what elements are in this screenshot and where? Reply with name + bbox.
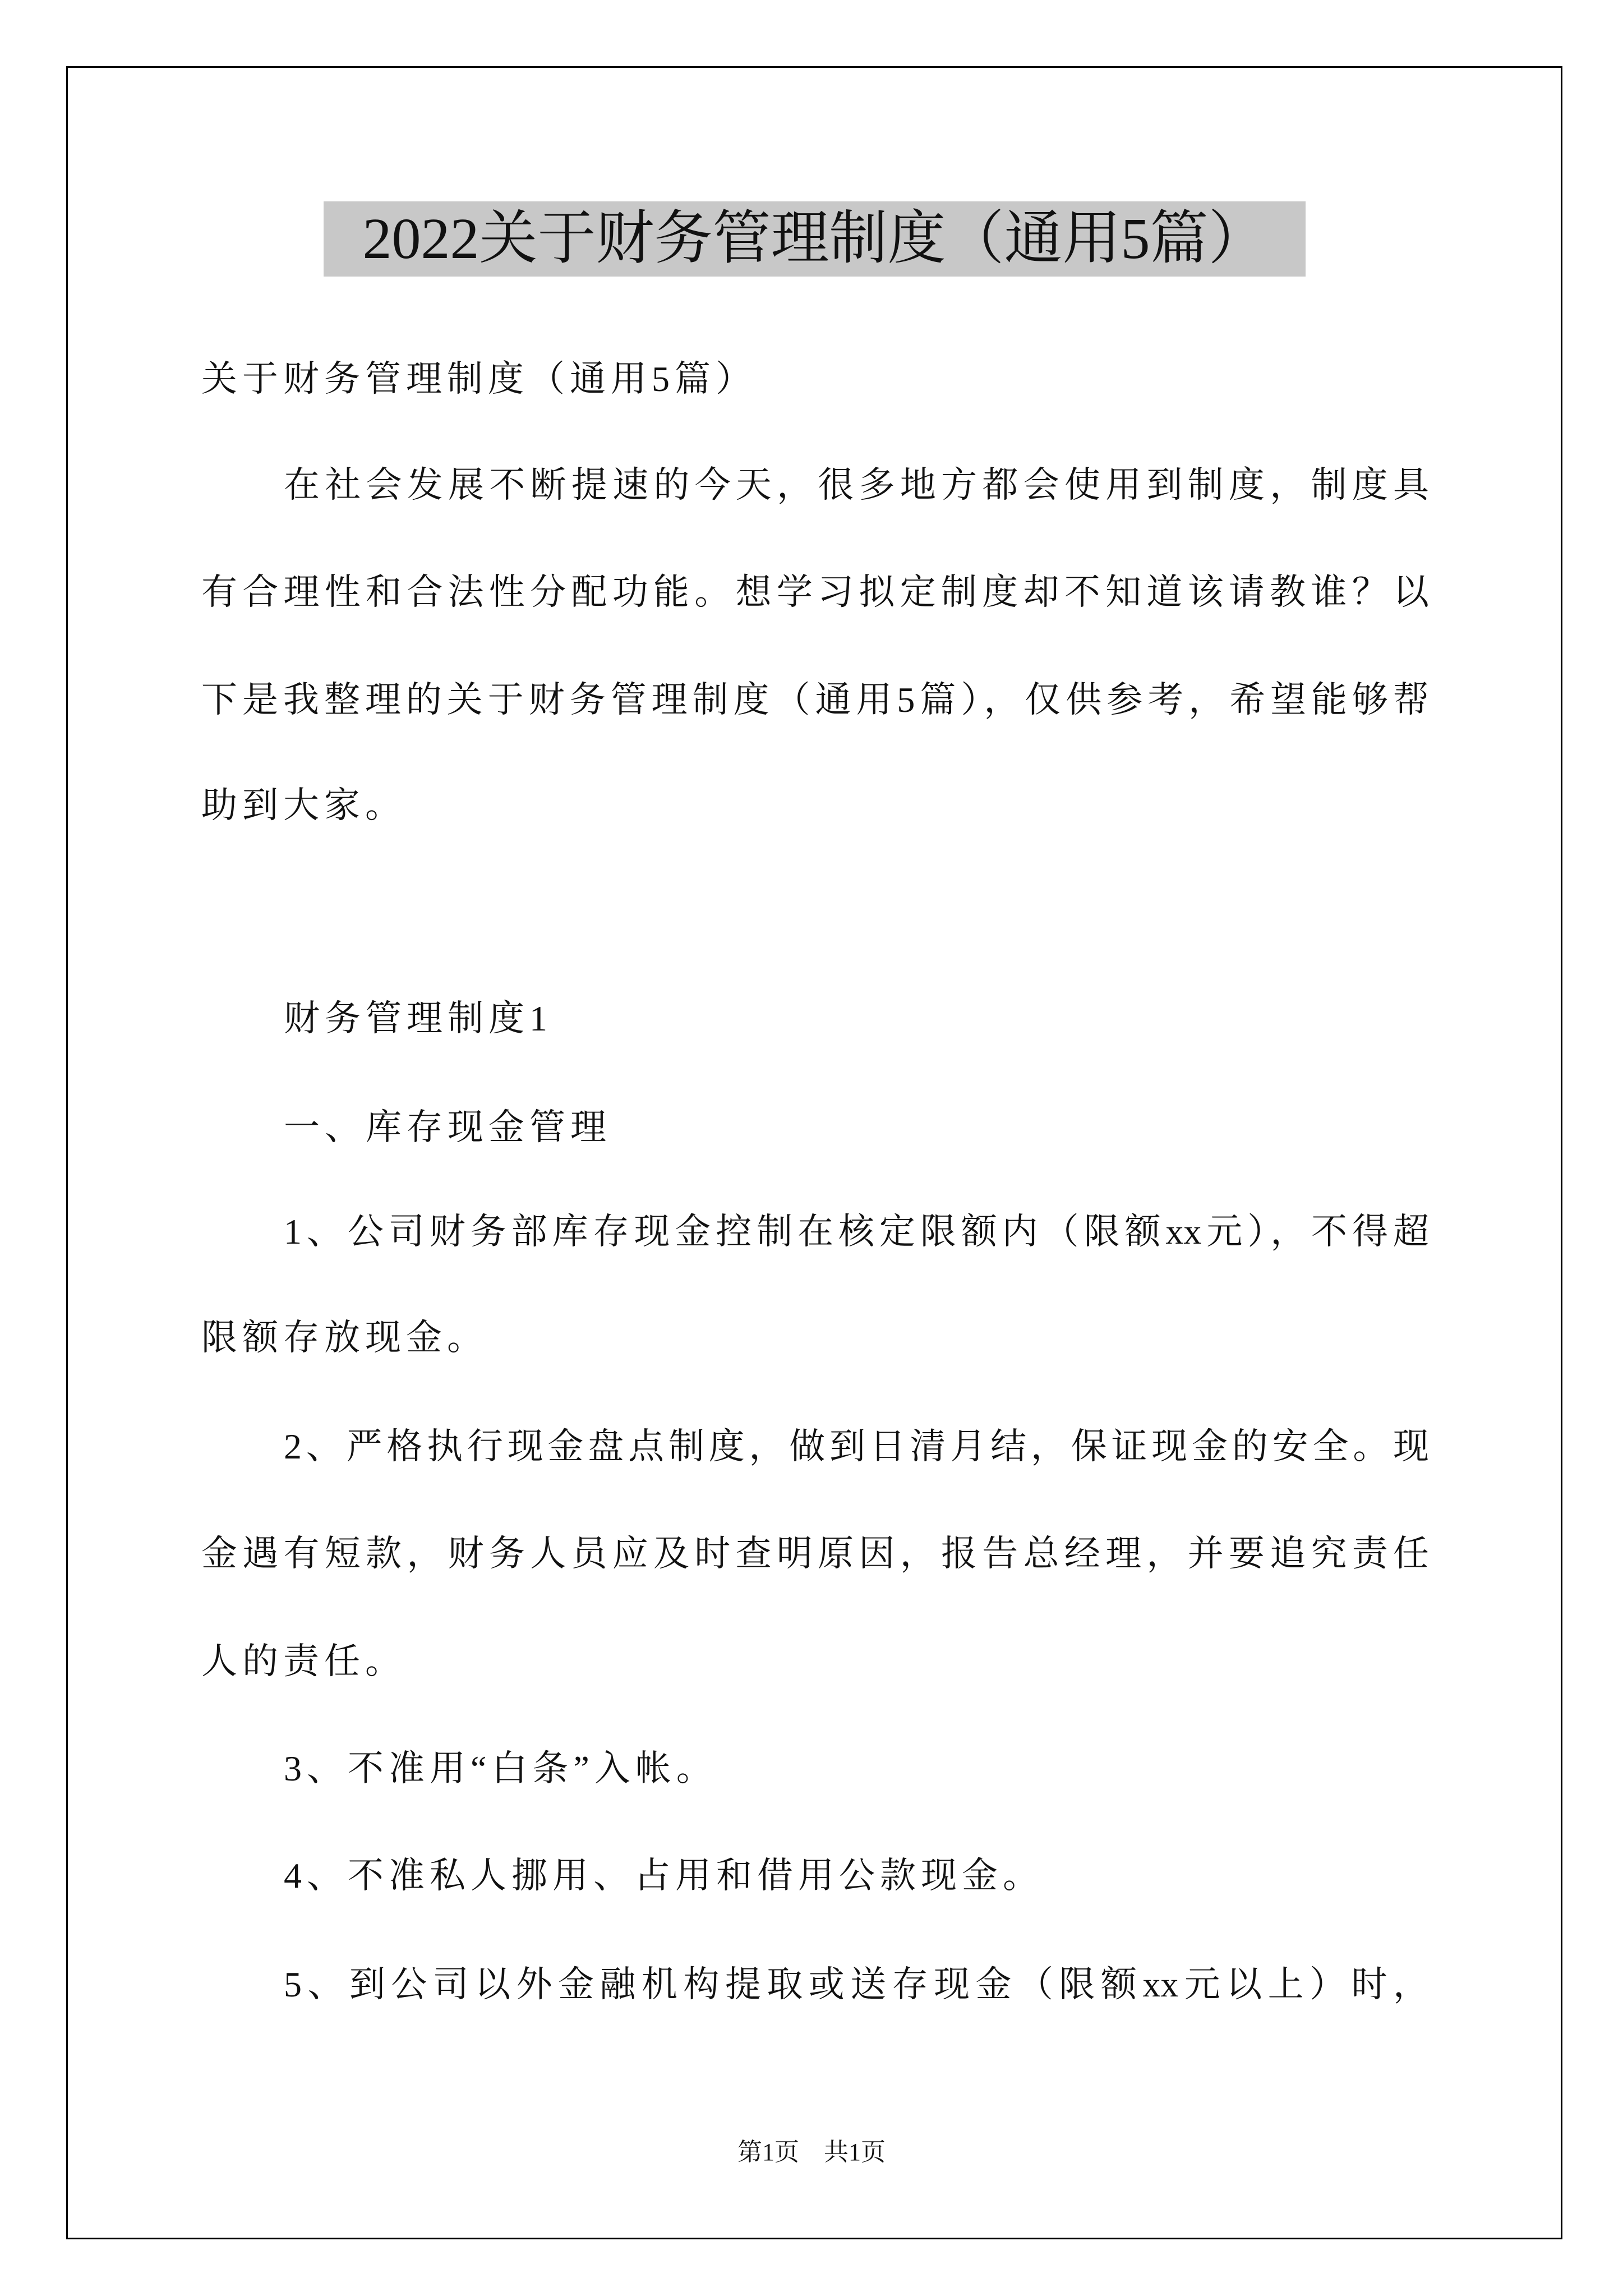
subsection-heading: 一、库存现金管理 [284,1107,611,1147]
intro-paragraph-line: 助到大家。 [201,785,406,825]
intro-paragraph-line: 在社会发展不断提速的今天，很多地方都会使用到制度，制度具 [284,465,1429,505]
subtitle-line: 关于财务管理制度（通用5篇） [201,359,757,399]
document-title: 2022关于财务管理制度（通用5篇） [362,206,1267,271]
clause-line: 3、不准用“白条”入帐。 [284,1749,717,1788]
clause-line: 5、到公司以外金融机构提取或送存现金（限额xx元以上）时， [284,1964,1429,2004]
clause-line: 金遇有短款，财务人员应及时查明原因，报告总经理，并要追究责任 [201,1534,1429,1573]
clause-line: 1、公司财务部库存现金控制在核定限额内（限额xx元），不得超 [284,1212,1429,1251]
clause-line: 限额存放现金。 [201,1318,488,1358]
clause-line: 人的责任。 [201,1641,406,1681]
clause-line: 2、严格执行现金盘点制度，做到日清月结，保证现金的安全。现 [284,1427,1429,1466]
intro-paragraph-line: 下是我整理的关于财务管理制度（通用5篇），仅供参考，希望能够帮 [201,680,1429,720]
clause-line: 4、不准私人挪用、占用和借用公款现金。 [284,1856,1044,1895]
page-footer: 第1页 共1页 [737,2138,886,2166]
intro-paragraph-line: 有合理性和合法性分配功能。想学习拟定制度却不知道该请教谁？以 [201,572,1429,612]
section-heading: 财务管理制度1 [284,999,552,1038]
